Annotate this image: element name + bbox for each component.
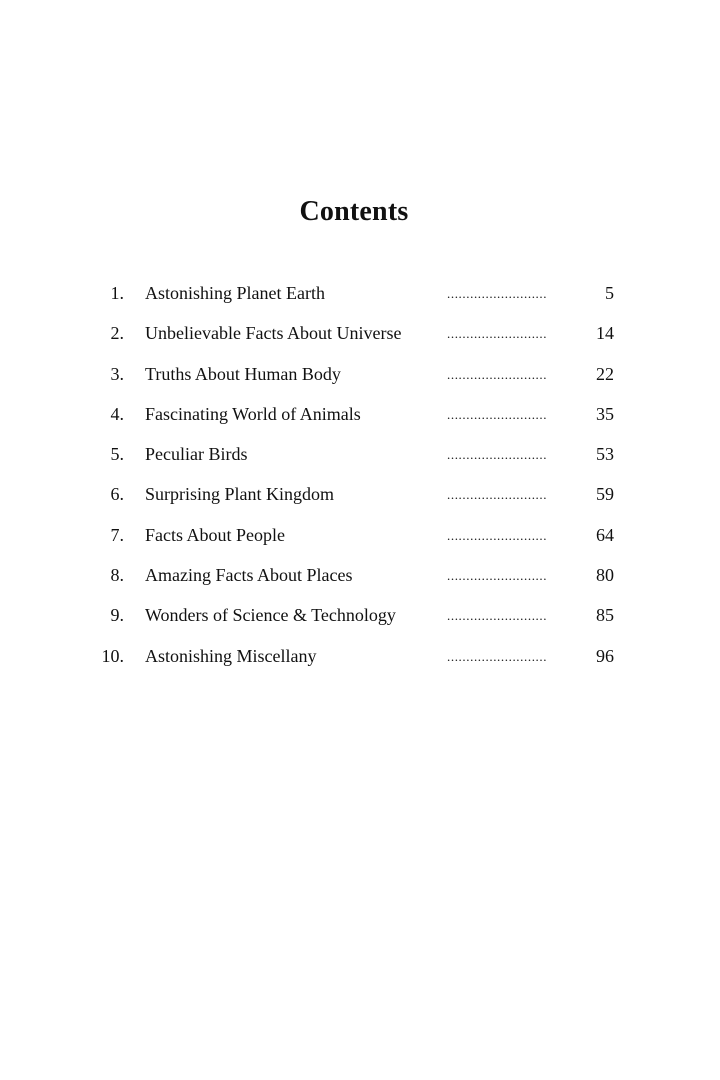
toc-entry-page: 22 [596,363,614,384]
toc-entry-leader: .......................... [447,406,548,422]
toc-entry [0,563,720,603]
toc-entry-number: 10. [101,645,124,666]
toc-entry-title: Astonishing Miscellany [145,645,317,666]
toc-entry-leader: .......................... [447,326,548,342]
toc-entry-page: 59 [596,484,614,505]
toc-entry-number: 5. [110,444,124,465]
toc-entry-number: 9. [110,605,124,626]
toc-entry-page: 80 [596,565,614,586]
toc-entry-title: Wonders of Science & Technology [145,605,396,626]
toc-entry-title: Amazing Facts About Places [145,565,353,586]
toc-entry-leader: .......................... [447,487,548,503]
toc-entry-title: Surprising Plant Kingdom [145,484,335,505]
toc-entry-leader: .......................... [447,527,548,543]
toc-entry-number: 6. [110,484,124,505]
toc-entry-number: 3. [110,363,124,384]
toc-entry-page: 85 [596,605,614,626]
toc-entry-leader: .......................... [447,648,548,664]
toc-entry-number: 8. [110,565,124,586]
table-of-contents [0,281,720,684]
toc-entry [0,482,720,522]
toc-entry [0,442,720,482]
toc-entry [0,281,720,321]
toc-entry-number: 7. [110,524,124,545]
toc-entry-title: Truths About Human Body [145,363,341,384]
toc-entry [0,603,720,643]
toc-entry-title: Facts About People [145,524,285,545]
toc-entry-leader: .......................... [447,366,548,382]
toc-entry [0,523,720,563]
page-title: Contents [299,196,409,227]
toc-entry-page: 35 [596,403,614,424]
toc-entry-page: 64 [596,524,614,545]
toc-entry-leader: .......................... [447,447,548,463]
toc-entry-number: 4. [110,403,124,424]
toc-entry-title: Peculiar Birds [145,444,248,465]
toc-entry [0,321,720,361]
toc-entry-page: 14 [596,323,614,344]
toc-entry-page: 53 [596,444,614,465]
toc-entry-leader: .......................... [447,568,548,584]
toc-entry-leader: .......................... [447,608,548,624]
toc-entry-page: 5 [605,283,614,303]
toc-entry-number: 2. [110,323,124,344]
toc-entry [0,402,720,442]
toc-entry-number: 1. [110,283,124,303]
toc-entry-title: Fascinating World of Animals [145,403,361,424]
toc-entry-leader: .......................... [447,286,548,301]
toc-entry [0,362,720,402]
toc-entry-title: Unbelievable Facts About Universe [145,323,402,344]
toc-entry-title: Astonishing Planet Earth [145,283,325,303]
toc-entry-page: 96 [596,645,614,666]
toc-entry [0,644,720,684]
